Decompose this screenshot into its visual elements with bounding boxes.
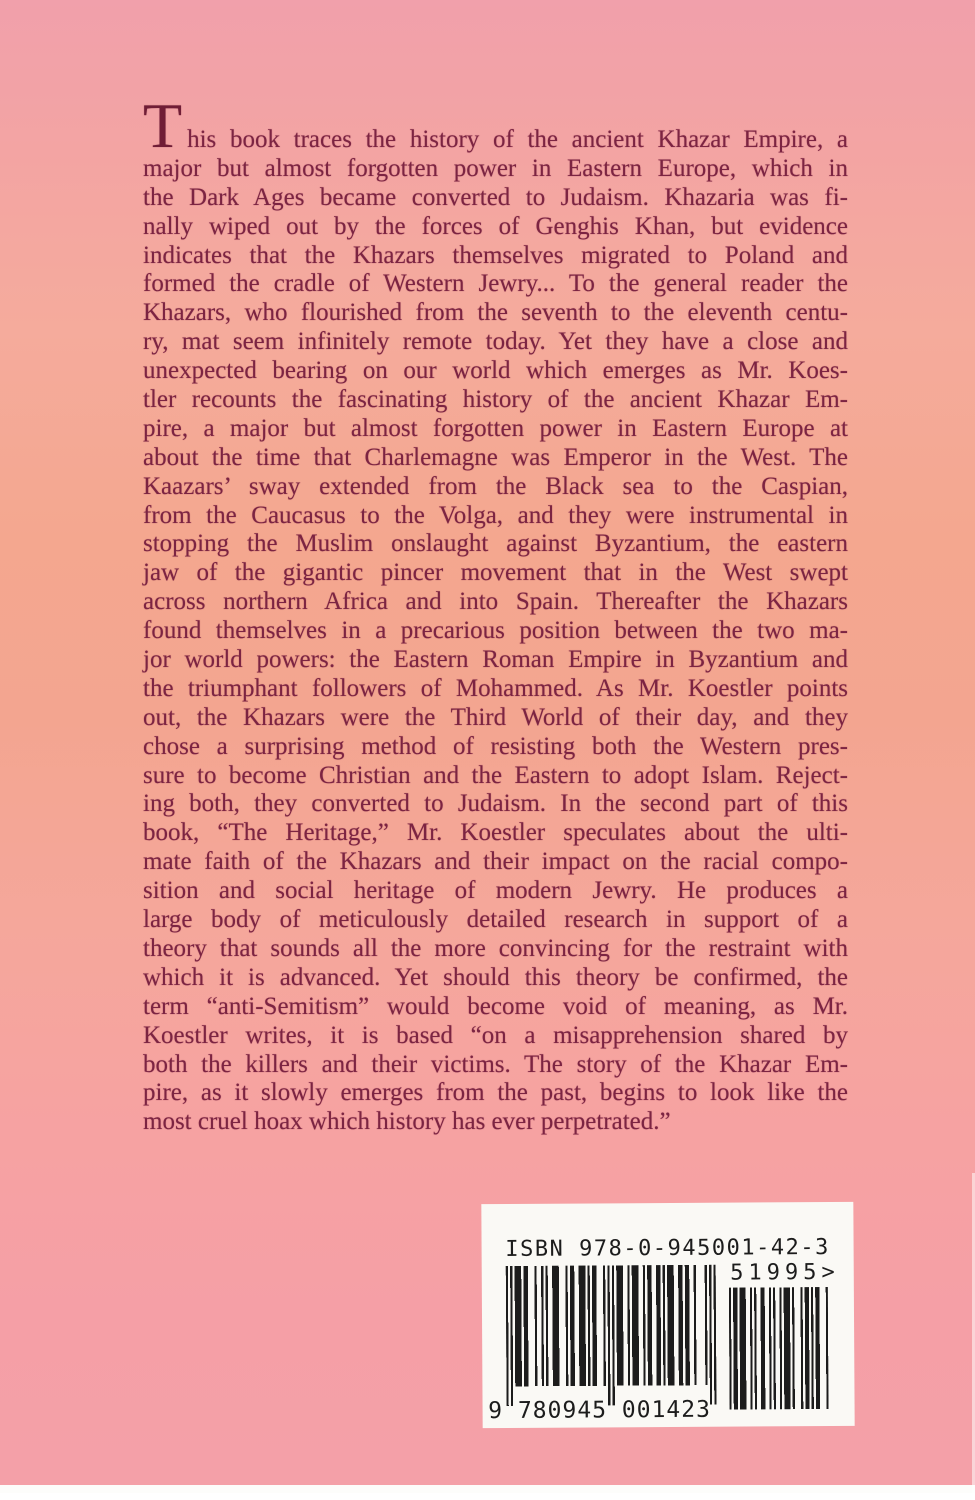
body-line: sure to become Christian and the Eastern to adopt Islam. Reject-: [143, 761, 848, 789]
body-line: both the killers and their victims. The story of the Khazar Em-: [143, 1050, 848, 1078]
body-line: jaw of the gigantic pincer movement that in the West swept: [143, 559, 848, 587]
body-line: unexpected bearing on our world which emerges as Mr. Koes-: [143, 357, 848, 385]
synopsis-text: [143, 90, 848, 1137]
body-line: which it is advanced. Yet should this theory be confirmed, the: [143, 963, 848, 991]
body-line: book, “The Heritage,” Mr. Koestler speculates about the ulti-: [143, 819, 848, 847]
body-line: about the time that Charlemagne was Emperor in the West. The: [143, 443, 848, 471]
body-line: jor world powers: the Eastern Roman Empire in Byzantium and: [143, 646, 848, 674]
body-line: pire, a major but almost forgotten power in Eastern Europe at: [143, 414, 848, 442]
body-line: large body of meticulously detailed research in support of a: [143, 906, 848, 934]
photo-edge-bottom: [0, 1485, 975, 1493]
barcode-panel: [481, 1202, 854, 1428]
body-line: ing both, they converted to Judaism. In the second part of this: [143, 790, 848, 818]
body-line: This book traces the history of the ancient Khazar Empire, a: [143, 90, 848, 161]
body-line: mate faith of the Khazars and their impact on the racial compo-: [143, 848, 848, 876]
body-line: chose a surprising method of resisting both the Western pres-: [143, 732, 848, 760]
body-line: ry, mat seem infinitely remote today. Yet they have a close and: [143, 328, 848, 356]
body-line: found themselves in a precarious position between the two ma-: [143, 617, 848, 645]
body-line: tler recounts the fascinating history of the ancient Khazar Em-: [143, 386, 848, 414]
ean13-barcode: [506, 1265, 717, 1406]
body-line: Khazars, who flourished from the seventh to the eleventh centu-: [143, 299, 848, 327]
drop-cap: T: [143, 90, 183, 161]
body-line: most cruel hoax which history has ever perpetrated.”: [143, 1108, 671, 1136]
body-line: across northern Africa and into Spain. Thereafter the Khazars: [143, 588, 848, 616]
body-line: Kaazars’ sway extended from the Black sea to the Caspian,: [143, 472, 848, 500]
ean5-supplement-barcode: [729, 1287, 829, 1410]
isbn-number: ISBN 978-0-945001-42-3: [505, 1235, 830, 1262]
body-line: major but almost forgotten power in Eastern Europe, which in: [143, 154, 848, 182]
body-line: theory that sounds all the more convincing for the restraint with: [143, 934, 848, 962]
barcode-digits: 9 780945 001423: [488, 1396, 712, 1425]
body-line: sition and social heritage of modern Jewry. He produces a: [143, 877, 848, 905]
body-line: indicates that the Khazars themselves migrated to Poland and: [143, 241, 848, 269]
body-line: term “anti-Semitism” would become void of meaning, as Mr.: [143, 992, 848, 1020]
barcode-price-code: 51995>: [730, 1259, 840, 1286]
body-line: nally wiped out by the forces of Genghis Khan, but evidence: [143, 212, 848, 240]
body-line: Koestler writes, it is based “on a misapprehension shared by: [143, 1021, 848, 1049]
body-line: the triumphant followers of Mohammed. As Mr. Koestler points: [143, 674, 848, 702]
body-line: from the Caucasus to the Volga, and they were instrumental in: [143, 501, 848, 529]
body-line: pire, as it slowly emerges from the past, begins to look like the: [143, 1079, 848, 1107]
body-line: stopping the Muslim onslaught against Byzantium, the eastern: [143, 530, 848, 558]
body-line: the Dark Ages became converted to Judaism. Khazaria was fi-: [143, 183, 848, 211]
body-line: out, the Khazars were the Third World of their day, and they: [143, 703, 848, 731]
body-line: formed the cradle of Western Jewry... To the general reader the: [143, 270, 848, 298]
